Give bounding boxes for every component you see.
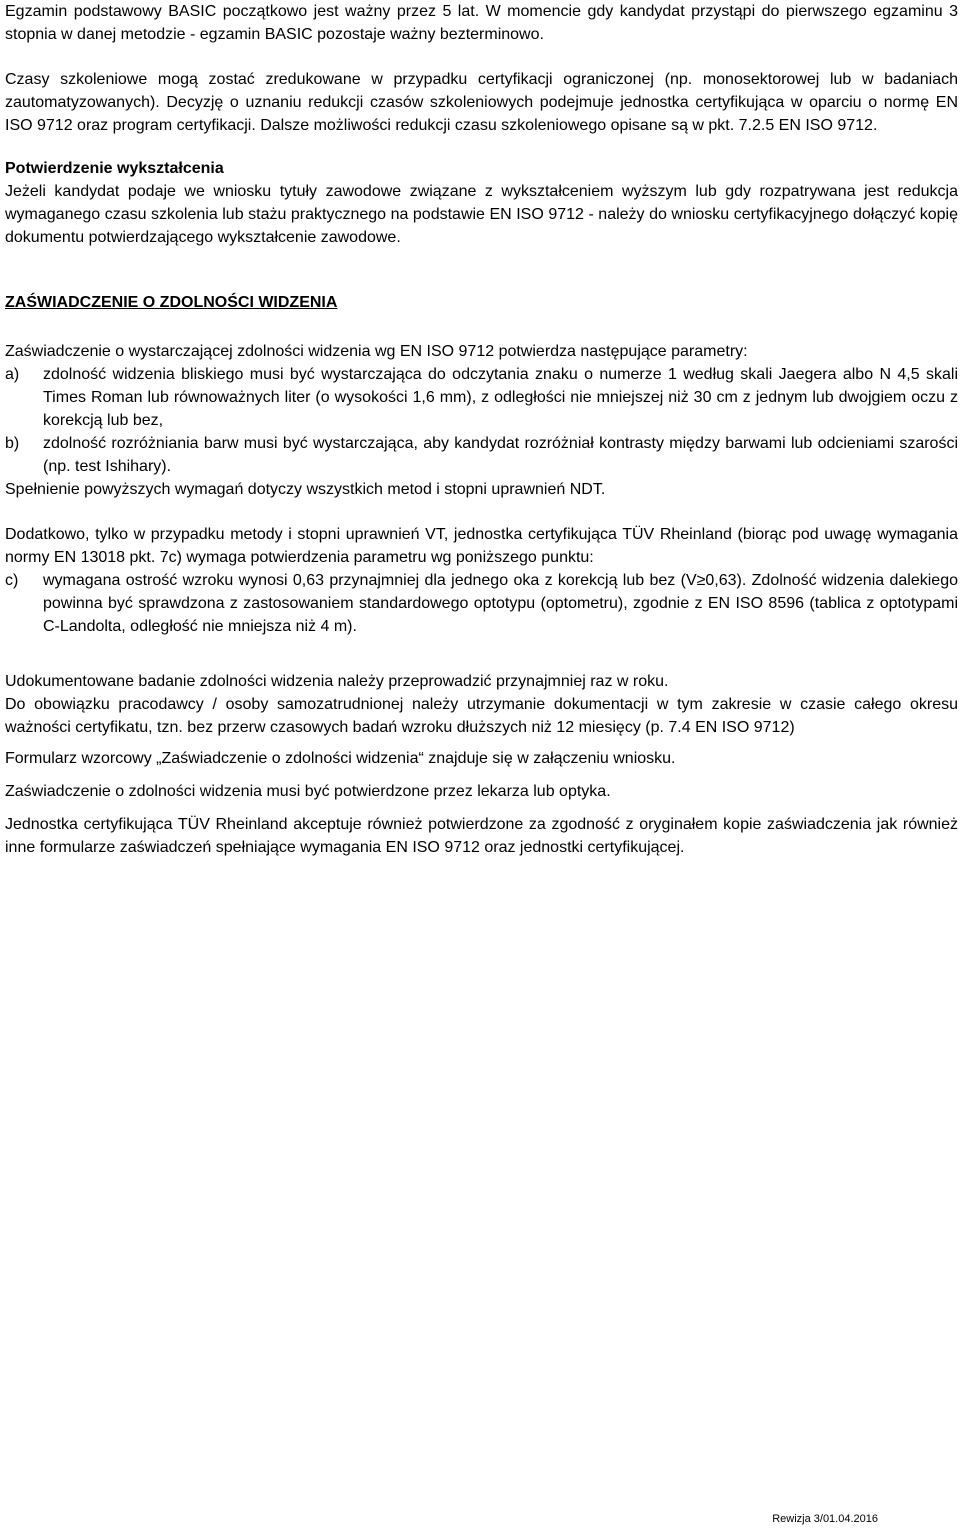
requirements-scope: Spełnienie powyższych wymagań dotyczy wszystkich metod i stopni uprawnień NDT. <box>5 481 606 498</box>
list-marker: c) <box>5 572 19 589</box>
basic-exam-paragraph: Egzamin podstawowy BASIC początkowo jest ważny przez 5 lat. W momencie gdy kandydat przystąpi do pierwszego egzaminu 3 stopnia w danej metodzie - egzamin BASIC pozostaje ważny bezterminowo. <box>5 3 958 43</box>
vision-section-heading: ZAŚWIADCZENIE O ZDOLNOŚCI WIDZENIA <box>5 294 338 311</box>
employer-obligation: Do obowiązku pracodawcy / osoby samozatrudnionej należy utrzymanie dokumentacji w tym zakresie w czasie całego okresu ważności certyfikatu, tzn. bez przerw czasowych badań wzroku dłuższych niż 12 miesięcy (p. 7.4 EN ISO 9712) <box>5 696 958 736</box>
yearly-exam-note: Udokumentowane badanie zdolności widzenia należy przeprowadzić przynajmniej raz w roku. <box>5 673 669 690</box>
list-item-text: wymagana ostrość wzroku wynosi 0,63 przynajmniej dla jednego oka z korekcją lub bez (V≥0,63). Zdolność widzenia dalekiego powinna być sprawdzona z zastosowaniem standardowego optotypu (optometru), zgodnie z EN ISO 8596 (tablica z optotypami C-Landolta, odległość nie mniejsza niż 4 m). <box>43 572 958 635</box>
list-item-text: zdolność rozróżniania barw musi być wystarczająca, aby kandydat rozróżniał kontrasty między barwami lub odcieniami szarości (np. test Ishihary). <box>43 435 958 475</box>
confirmation-note: Zaświadczenie o zdolności widzenia musi być potwierdzone przez lekarza lub optyka. <box>5 783 611 800</box>
list-item <box>5 569 958 638</box>
list-item-text: zdolność widzenia bliskiego musi być wystarczająca do odczytania znaku o numerze 1 według skali Jaegera albo N 4,5 skali Times Roman lub równoważnych liter (o wysokości 1,6 mm), z odległości nie mniejszej niż 30 cm z jednym lub dwojgiem oczu z korekcją lub bez, <box>43 366 958 429</box>
vision-intro: Zaświadczenie o wystarczającej zdolności widzenia wg EN ISO 9712 potwierdza następujące parametry: <box>5 343 748 360</box>
list-marker: a) <box>5 366 20 383</box>
education-paragraph: Jeżeli kandydat podaje we wniosku tytuły zawodowe związane z wykształceniem wyższym lub gdy rozpatrywana jest redukcja wymaganego czasu szkolenia lub stażu praktycznego na podstawie EN ISO 9712 - należy do wniosku certyfikacyjnego dołączyć kopię dokumentu potwierdzającego wykształcenie zawodowe. <box>5 183 958 246</box>
list-item <box>5 432 958 478</box>
document-page <box>5 0 958 859</box>
list-marker: b) <box>5 435 20 452</box>
list-item <box>5 363 958 432</box>
acceptance-note: Jednostka certyfikująca TÜV Rheinland akceptuje również potwierdzone za zgodność z oryginałem kopie zaświadczenia jak również inne formularze zaświadczeń spełniające wymagania EN ISO 9712 oraz jednostki certyfikującej. <box>5 816 958 856</box>
vt-requirements-intro: Dodatkowo, tylko w przypadku metody i stopni uprawnień VT, jednostka certyfikująca TÜV Rheinland (biorąc pod uwagę wymagania normy EN 13018 pkt. 7c) wymaga potwierdzenia parametru wg poniższego punktu: <box>5 526 958 566</box>
revision-footer: Rewizja 3/01.04.2016 <box>772 1513 878 1525</box>
form-template-note: Formularz wzorcowy „Zaświadczenie o zdolności widzenia“ znajduje się w załączeniu wniosku. <box>5 750 676 767</box>
training-reduction-paragraph: Czasy szkoleniowe mogą zostać zredukowane w przypadku certyfikacji ograniczonej (np. monosektorowej lub w badaniach zautomatyzowanych). Decyzję o uznaniu redukcji czasów szkoleniowych podejmuje jednostka certyfikująca w oparciu o normę EN ISO 9712 oraz program certyfikacji. Dalsze możliwości redukcji czasu szkoleniowego opisane są w pkt. 7.2.5 EN ISO 9712. <box>5 71 958 134</box>
education-section-title: Potwierdzenie wykształcenia <box>5 160 224 177</box>
